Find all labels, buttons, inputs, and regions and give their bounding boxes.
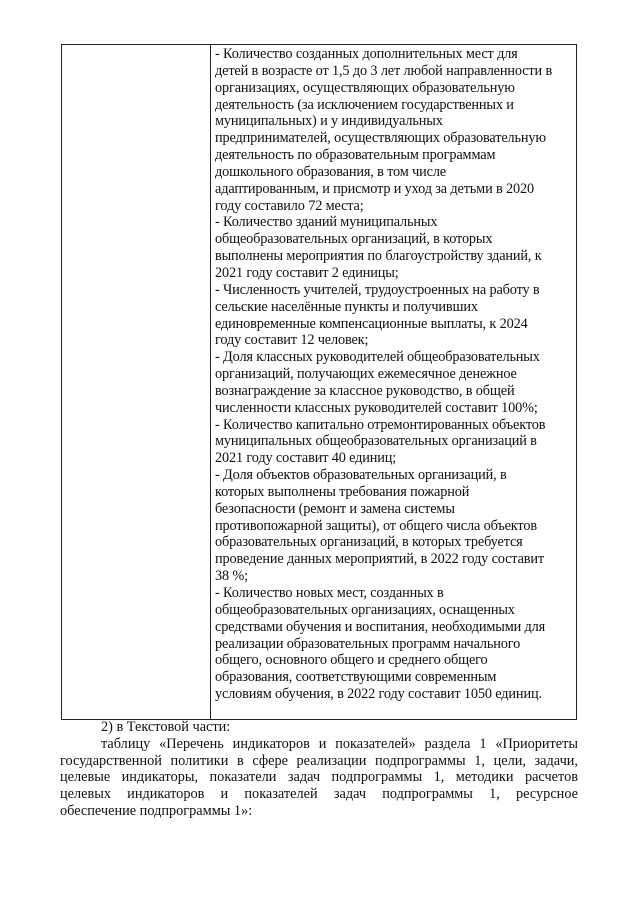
table-cell-line: организациях, осуществляющих образовательную [215,79,515,96]
table-column-divider [210,45,211,719]
table-cell-line: вознаграждение за классное руководство, в общей [215,382,515,399]
table-cell-line: 38 %; [215,568,249,585]
table-cell-line: муниципальных общеобразовательных организаций в [215,433,537,450]
table-cell-line: - Количество капитально отремонтированных объектов [215,416,546,433]
table-cell-line: единовременные компенсационные выплаты, к 2024 [215,315,528,332]
table-cell-line: условиям обучения, в 2022 году составит 1050 единиц. [215,686,542,703]
text-section [60,719,578,820]
table-cell-line: безопасности (ремонт и замена системы [215,500,455,517]
table-cell-line: проведение данных мероприятий, в 2022 году составит [215,551,544,568]
table-cell-line: организаций, получающих ежемесячное денежное [215,366,517,383]
table-cell-line: - Численность учителей, трудоустроенных на работу в [215,281,540,298]
table-cell-line: детей в возрасте от 1,5 до 3 лет любой направленности в [215,62,553,79]
table-cell-line: предпринимателей, осуществляющих образовательную [215,130,546,147]
table-cell-line: общеобразовательных организаций, в которых [215,231,493,248]
table-cell-line: образовательных организаций, в которых требуется [215,534,523,551]
table-cell-line: адаптированным, и присмотр и уход за детьми в 2020 [215,180,535,197]
table-cell-line: муниципальных) и у индивидуальных [215,113,443,130]
paragraph-line-2: государственной политики в сфере реализации подпрограммы 1, цели, задачи, [60,752,578,769]
table-cell-line: общего, основного общего и среднего общего [215,652,488,669]
table-cell-line: 2021 году составит 2 единицы; [215,264,399,281]
table-cell-line: году составит 12 человек; [215,332,369,349]
indicators-table [61,44,577,720]
table-cell-line: дошкольного образования, в том числе [215,163,447,180]
table-cell-line: противопожарной защиты), от общего числа объектов [215,517,537,534]
table-cell-line: году составило 72 места; [215,197,364,214]
table-cell-line: - Доля объектов образовательных организаций, в [215,467,507,484]
table-cell-line: сельские населённые пункты и получивших [215,298,478,315]
table-cell-line: деятельность по образовательным программам [215,147,496,164]
table-cell-line: образования, соответствующими современным [215,669,497,686]
paragraph-line-3: целевые индикаторы, показатели задач подпрограммы 1, методики расчетов [60,769,578,786]
table-cell-line: выполнены мероприятия по благоустройству зданий, к [215,248,542,265]
table-cell-line: - Доля классных руководителей общеобразовательных [215,349,540,366]
table-cell-line: численности классных руководителей составит 100%; [215,399,538,416]
paragraph-line-4: целевых индикаторов и показателей задач подпрограммы 1, ресурсное [60,786,578,803]
table-right-cell [215,46,575,703]
table-cell-line: - Количество новых мест, созданных в [215,585,444,601]
paragraph-line-1: таблицу «Перечень индикаторов и показателей» раздела 1 «Приоритеты [101,735,578,752]
table-cell-line: общеобразовательных организациях, оснащенных [215,601,515,618]
table-cell-line: - Количество созданных дополнительных мест для [215,46,518,62]
table-cell-line: 2021 году составит 40 единиц; [215,450,397,467]
table-cell-line: - Количество зданий муниципальных [215,214,438,231]
paragraph-line-5: обеспечение подпрограммы 1»: [60,802,253,819]
table-cell-line: реализации образовательных программ начального [215,635,521,652]
table-cell-line: средствами обучения и воспитания, необходимыми для [215,618,546,635]
table-cell-line: которых выполнены требования пожарной [215,483,470,500]
table-cell-line: деятельность (за исключением государственных и [215,96,514,113]
section-item-heading: 2) в Текстовой части: [101,719,231,735]
